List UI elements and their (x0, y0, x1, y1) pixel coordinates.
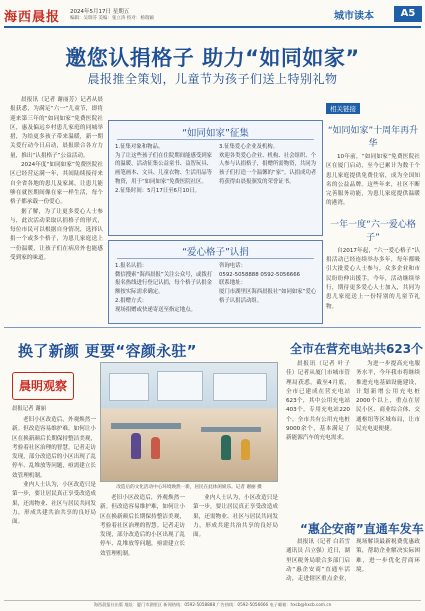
related-links-tag: 相关链接 (326, 103, 360, 114)
box-column-left: 1.征集对象和物品。 为了让这些孩子们在住院期间能感受到家的温暖，活动征集公益童书、益智玩具、画笔画本、文具、儿童衣物、生活用品等物资，用于“如同如家”免费医院社区。 2.征集时间：5月17日至6月10日。 (115, 144, 213, 194)
donation-notice-box (108, 240, 323, 324)
story-headline: 全市在营充电站共623个 (290, 342, 424, 356)
lead-body-column (10, 96, 103, 263)
bench (201, 427, 261, 432)
sidebar-heading: “如同如家”十周年再升华 (327, 126, 419, 149)
paragraph: 2024年度“如同如家”免费医院社区已经营运满一年，其间陆续接待来自全省各地的患儿及家属，让患儿能够在就医期间像在家一样生活，每个格子都承载一份爱心。 (10, 162, 103, 206)
box-title: “如同如家”征集 (182, 128, 249, 139)
sidebar-text: 10年前，“如同如家”免费医院社区在厦门启动，至今已累计为数千个患儿家庭提供免费住宿，成为全国知名的公益品牌。这些年来，社区不断完善服务功能，为患儿家庭提供温暖的港湾。 (326, 154, 420, 207)
masthead (4, 6, 421, 24)
story-headline: 换了新颜 更要“容颜永驻” (18, 342, 197, 360)
paper-name: 海西晨报 (4, 10, 61, 25)
window (157, 371, 203, 401)
sidebar-text: 自2017年起，“六一爱心格子”认捐活动已经连续举办多年，每年都吸引大批爱心人士参与，众多企业和市民纷纷伸出援手。今年，活动继续举行，期待更多爱心人士加入，共同为患儿家庭送上一份特别的儿童节礼物。 (326, 247, 420, 310)
collection-notice-box (108, 120, 323, 236)
lead-headline: 邀您认捐格子 助力“如同如家” (65, 46, 360, 70)
person (151, 437, 160, 459)
paragraph: 晨报讯（记者 谢丽芳）记者从晨报获悉，为满足“六一”儿童节，即将迎来第三年的“如同如家”免费医院社区，惠及偏远乡村患儿家庭的同城举措，为给更多孩子带来温暖，新一期关爱行动今日启动，晨报联合各方力量，推出“认捐格子”公益活动。 (10, 97, 103, 159)
lead-subheadline: 晨报推全策划，儿童节为孩子们送上特别礼物 (87, 72, 338, 86)
box-divider (117, 139, 314, 140)
sidebar-heading: 一年一度“六一爱心格子” (330, 219, 416, 243)
byline: 晨报记者 谢丽 (12, 406, 47, 412)
box-column-right: 咨询电话： 0592-5058888 0592-5056666 联系地址： 厦门市湖里区海西晨报社“如同如家”爱心格子认捐活动组。 (219, 263, 317, 304)
story-body: 老旧小区改造后，外观焕然一新。但改造容易维护难，如何让小区在换新颜后长期保持整洁美观，考验着社区治理的智慧。记者走访发现，部分改造后的小区出现了乱停车、乱堆放等问题，亟需建立长效管理机制。 业内人士认为，小区改造只是第一步，要让居民真正享受改造成果，还需物业、社区与居民共同发力，形成共建共治共享的良好局面。 (12, 417, 96, 526)
window (213, 373, 267, 401)
person (221, 435, 231, 460)
box-title: “爱心格子”认捐 (182, 247, 249, 258)
box-column-right: 3.征集爱心企业及机构。 欢迎各类爱心企业、机构、社会组织、个人参与认捐格子，捐赠所需物资，共同为孩子们打造一个温馨的“家”。认捐成功者将获得由晨报颁发的荣誉证书。 (219, 144, 317, 185)
section-divider (4, 327, 421, 328)
section-name: 城市读本 (334, 11, 374, 22)
person (241, 439, 250, 460)
person (131, 433, 141, 459)
editor-line: 编辑：吴瑞芬 美编：张立涛 校对：杨瑞颖 (70, 16, 154, 21)
story-body: 晨报讯（记者 白若雪 通讯员 吕立强）近日，湖里区税务局联合多部门启动“惠企安商”直通车活动，走进辖区重点企业，现场解读最新税费优惠政策，帮助企业解决实际困难，进一步优化营商环境。 (286, 539, 420, 583)
community-center-photo (100, 362, 278, 482)
story-body-continued: 老旧小区改造后，外观焕然一新。但改造容易维护难，如何让小区在换新颜后长期保持整洁美观，考验着社区治理的智慧。记者走访发现，部分改造后的小区出现了乱停车、乱堆放等问题，亟需建立长效管理机制。 业内人士认为，小区改造只是第一步，要让居民真正享受改造成果，还需物业、社区与居民共同发力，形成共建共治共享的良好局面。 (100, 495, 278, 557)
box-divider (117, 258, 314, 259)
box-column-left: 1.报名认捐： 微信搜索“海西晨报”关注公众号，或拨打报名热线进行登记认捐，每个格子认捐金额按实际需求确定。 2.捐赠方式： 现场捐赠或快递寄送至指定地点。 (115, 263, 213, 313)
header-divider (4, 26, 421, 28)
page-number: A5 (394, 6, 422, 22)
paragraph: 据了解，为了让更多爱心人士参与，此次活动采取认捐格子的形式，每位市民可以根据自身情况，选择认捐一个或多个格子，为患儿家庭送上一份温暖，让孩子们在病房外也能感受到家的味道。 (10, 208, 103, 262)
related-links-sidebar (326, 96, 420, 312)
page-footer: 海西晨报社出版 地址：厦门市湖里区 新闻热线：0592-5058888 广告热线：0592-5056666 电子邮箱：hxcb@hxcb.com.cn (4, 600, 421, 608)
bench (111, 423, 181, 429)
column-logo: 晨明观察 (12, 372, 74, 400)
photo-caption: 改造后的文化活动中心环境焕然一新，居民在此休闲娱乐。记者 谢丽 摄 (116, 485, 262, 490)
issue-date: 2024年5月17日 星期五 (70, 9, 130, 15)
story-headline: “惠企安商”直通车发车 (300, 522, 424, 536)
story-body: 晨报讯（记者 叶子佳）记者从厦门市城市管理局获悉，截至4月底，全市已建成在营充电站623个，其中公用充电站403个，专用充电站220个。全市共有公用充电桩9000余个，基本满足了新能源汽车的充电需求。 为进一步提高充电服务水平，今年我市将继续推进充电基础设施建设，计划新增公用充电桩2000个以上，重点在居民小区、商业综合体、交通枢纽等区域布局，让市民充电更便捷。 (286, 361, 420, 442)
window (109, 373, 149, 401)
